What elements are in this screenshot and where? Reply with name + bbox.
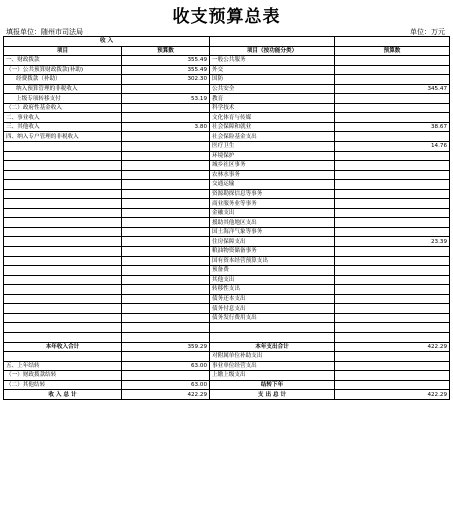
function-budget-cell [335, 352, 450, 362]
table-row [4, 113, 450, 123]
item-cell: 四、纳入专户管理的非税收入 [4, 132, 122, 142]
function-budget-cell: 14.76 [335, 142, 450, 152]
function-item-cell: 援助其他地区支出 [210, 218, 335, 228]
function-item-cell: 交通运输 [210, 180, 335, 190]
function-item-cell [210, 323, 335, 333]
function-item-cell: 本年支出合计 [210, 342, 335, 352]
item-cell [4, 227, 122, 237]
table-row [4, 75, 450, 85]
function-item-cell [210, 332, 335, 342]
page-title: 收支预算总表 [172, 7, 281, 27]
item-cell [4, 151, 122, 161]
function-item-cell: 金融支出 [210, 208, 335, 218]
function-item-cell: 对附属单位补助支出 [210, 352, 335, 362]
function-item-cell: 社会保险基金支出 [210, 132, 335, 142]
function-budget-cell [335, 218, 450, 228]
function-item-cell: 上缴上级支出 [210, 371, 335, 381]
grand-total-row [4, 390, 450, 400]
function-item-cell: 预备费 [210, 266, 335, 276]
budget-cell [122, 170, 210, 180]
item-cell [4, 266, 122, 276]
item-cell [4, 352, 122, 362]
function-budget-cell [335, 323, 450, 333]
item-cell: 收 入 总 计 [4, 390, 122, 400]
budget-cell: 63.00 [122, 380, 210, 390]
table-row [4, 132, 450, 142]
budget-cell [122, 313, 210, 323]
function-item-cell: 外交 [210, 65, 335, 75]
col-header-budget: 预算数 [122, 46, 210, 56]
table-row [4, 84, 450, 94]
function-budget-cell [335, 113, 450, 123]
item-cell: （一）公共预算财政拨款(补助) [4, 65, 122, 75]
function-budget-cell: 345.47 [335, 84, 450, 94]
budget-cell [122, 332, 210, 342]
group-header-row [4, 37, 450, 47]
table-row [4, 218, 450, 228]
function-budget-cell [335, 132, 450, 142]
function-budget-cell [335, 94, 450, 104]
table-row [4, 142, 450, 152]
item-cell [4, 208, 122, 218]
function-budget-cell [335, 208, 450, 218]
budget-cell: 422.29 [122, 390, 210, 400]
function-item-cell: 支 出 总 计 [210, 390, 335, 400]
function-item-cell: 债务还本支出 [210, 294, 335, 304]
budget-cell: 53.19 [122, 94, 210, 104]
budget-cell [122, 208, 210, 218]
function-item-cell: 国有资本经营预算支出 [210, 256, 335, 266]
function-item-cell: 资源勘探信息等事务 [210, 189, 335, 199]
function-item-cell: 转移性支出 [210, 285, 335, 295]
function-budget-cell: 422.29 [335, 342, 450, 352]
budget-table [3, 36, 450, 400]
function-budget-cell [335, 103, 450, 113]
table-row [4, 352, 450, 362]
col-header-budget-2: 预算数 [335, 46, 450, 56]
table-row [4, 266, 450, 276]
function-item-cell: 债务付息支出 [210, 304, 335, 314]
budget-cell [122, 371, 210, 381]
function-budget-cell [335, 275, 450, 285]
function-budget-cell [335, 285, 450, 295]
function-item-cell: 事业单位经营支出 [210, 361, 335, 371]
table-row [4, 170, 450, 180]
function-budget-cell [335, 161, 450, 171]
item-cell: 一、财政拨款 [4, 56, 122, 66]
table-row [4, 380, 450, 390]
table-row [4, 285, 450, 295]
budget-cell [122, 227, 210, 237]
function-item-cell: 国土海洋气象等事务 [210, 227, 335, 237]
item-cell [4, 332, 122, 342]
function-item-cell: 粮油物资储备事务 [210, 247, 335, 257]
function-budget-cell [335, 294, 450, 304]
function-budget-cell: 23.39 [335, 237, 450, 247]
budget-cell: 359.29 [122, 342, 210, 352]
table-row [4, 103, 450, 113]
budget-cell [122, 142, 210, 152]
budget-cell [122, 352, 210, 362]
table-row [4, 151, 450, 161]
budget-cell [122, 256, 210, 266]
table-row [4, 294, 450, 304]
budget-cell [122, 323, 210, 333]
budget-cell [122, 266, 210, 276]
function-budget-cell [335, 361, 450, 371]
table-row [4, 161, 450, 171]
budget-cell [122, 132, 210, 142]
item-cell: （二）其他结转 [4, 380, 122, 390]
table-row [4, 65, 450, 75]
reporting-unit: 填报单位：随州市司法局 [6, 28, 83, 36]
item-cell [4, 285, 122, 295]
item-cell [4, 256, 122, 266]
table-row [4, 180, 450, 190]
function-item-cell: 住房保障支出 [210, 237, 335, 247]
function-item-cell: 科学技术 [210, 103, 335, 113]
budget-cell [122, 113, 210, 123]
function-item-cell: 其他支出 [210, 275, 335, 285]
budget-cell: 3.80 [122, 122, 210, 132]
function-item-cell: 城乡社区事务 [210, 161, 335, 171]
item-cell: 本年收入合计 [4, 342, 122, 352]
function-budget-cell [335, 65, 450, 75]
function-budget-cell [335, 266, 450, 276]
function-budget-cell [335, 371, 450, 381]
item-cell: 三、其他收入 [4, 122, 122, 132]
function-budget-cell [335, 256, 450, 266]
item-cell: （一）财政拨款结转 [4, 371, 122, 381]
item-cell: 上级专项转移支付 [4, 94, 122, 104]
income-group-header: 收 入 [4, 37, 210, 47]
budget-cell [122, 84, 210, 94]
function-item-cell: 社会保障和就业 [210, 122, 335, 132]
function-item-cell: 医疗卫生 [210, 142, 335, 152]
table-row [4, 323, 450, 333]
table-row [4, 304, 450, 314]
budget-cell [122, 275, 210, 285]
item-cell: 二、事业收入 [4, 113, 122, 123]
item-cell [4, 313, 122, 323]
function-budget-cell [335, 170, 450, 180]
function-item-cell: 文化体育与传媒 [210, 113, 335, 123]
total-row [4, 342, 450, 352]
budget-cell [122, 285, 210, 295]
function-item-cell: 教育 [210, 94, 335, 104]
item-cell [4, 237, 122, 247]
function-item-cell: 一般公共服务 [210, 56, 335, 66]
budget-cell [122, 304, 210, 314]
function-item-cell: 农林水事务 [210, 170, 335, 180]
table-row [4, 371, 450, 381]
table-row [4, 199, 450, 209]
table-row [4, 256, 450, 266]
table-row [4, 247, 450, 257]
budget-cell [122, 151, 210, 161]
function-budget-cell [335, 56, 450, 66]
budget-cell [122, 189, 210, 199]
table-row [4, 313, 450, 323]
budget-cell [122, 180, 210, 190]
function-item-cell: 公共安全 [210, 84, 335, 94]
function-item-cell: 环境保护 [210, 151, 335, 161]
item-cell [4, 218, 122, 228]
function-budget-cell: 422.29 [335, 390, 450, 400]
function-budget-cell [335, 189, 450, 199]
item-cell [4, 323, 122, 333]
item-cell: （二）政府性基金收入 [4, 103, 122, 113]
table-row [4, 361, 450, 371]
function-budget-cell [335, 227, 450, 237]
budget-cell: 355.49 [122, 56, 210, 66]
item-cell: 经费拨款（补助） [4, 75, 122, 85]
function-budget-cell [335, 180, 450, 190]
item-cell [4, 161, 122, 171]
function-item-cell: 国防 [210, 75, 335, 85]
function-budget-cell [335, 380, 450, 390]
table-row [4, 237, 450, 247]
function-budget-cell [335, 199, 450, 209]
item-cell [4, 275, 122, 285]
function-budget-cell: 38.67 [335, 122, 450, 132]
table-row [4, 122, 450, 132]
item-cell [4, 142, 122, 152]
function-budget-cell [335, 332, 450, 342]
function-item-cell: 债务发行费用支出 [210, 313, 335, 323]
item-cell: 纳入预算管理的非税收入 [4, 84, 122, 94]
item-cell [4, 199, 122, 209]
column-header-row [4, 46, 450, 56]
budget-cell: 63.00 [122, 361, 210, 371]
item-cell [4, 304, 122, 314]
function-budget-cell [335, 75, 450, 85]
budget-cell [122, 103, 210, 113]
table-row [4, 94, 450, 104]
item-cell [4, 189, 122, 199]
item-cell: 五、上年结转 [4, 361, 122, 371]
function-item-cell: 商业服务业等事务 [210, 199, 335, 209]
function-budget-cell [335, 313, 450, 323]
table-row [4, 275, 450, 285]
item-cell [4, 170, 122, 180]
budget-cell [122, 237, 210, 247]
budget-cell: 355.49 [122, 65, 210, 75]
function-budget-cell [335, 247, 450, 257]
budget-cell [122, 161, 210, 171]
item-cell [4, 294, 122, 304]
currency-unit: 单位：万元 [410, 28, 445, 36]
col-header-function-item: 项目（按功能分类） [210, 46, 335, 56]
table-row [4, 208, 450, 218]
budget-cell [122, 294, 210, 304]
function-budget-cell [335, 151, 450, 161]
budget-cell: 302.30 [122, 75, 210, 85]
item-cell [4, 247, 122, 257]
table-row [4, 332, 450, 342]
budget-cell [122, 218, 210, 228]
table-row [4, 189, 450, 199]
function-item-cell: 结转下年 [210, 380, 335, 390]
budget-cell [122, 199, 210, 209]
function-budget-cell [335, 304, 450, 314]
table-row [4, 227, 450, 237]
col-header-item: 项目 [4, 46, 122, 56]
table-row [4, 56, 450, 66]
budget-cell [122, 247, 210, 257]
item-cell [4, 180, 122, 190]
